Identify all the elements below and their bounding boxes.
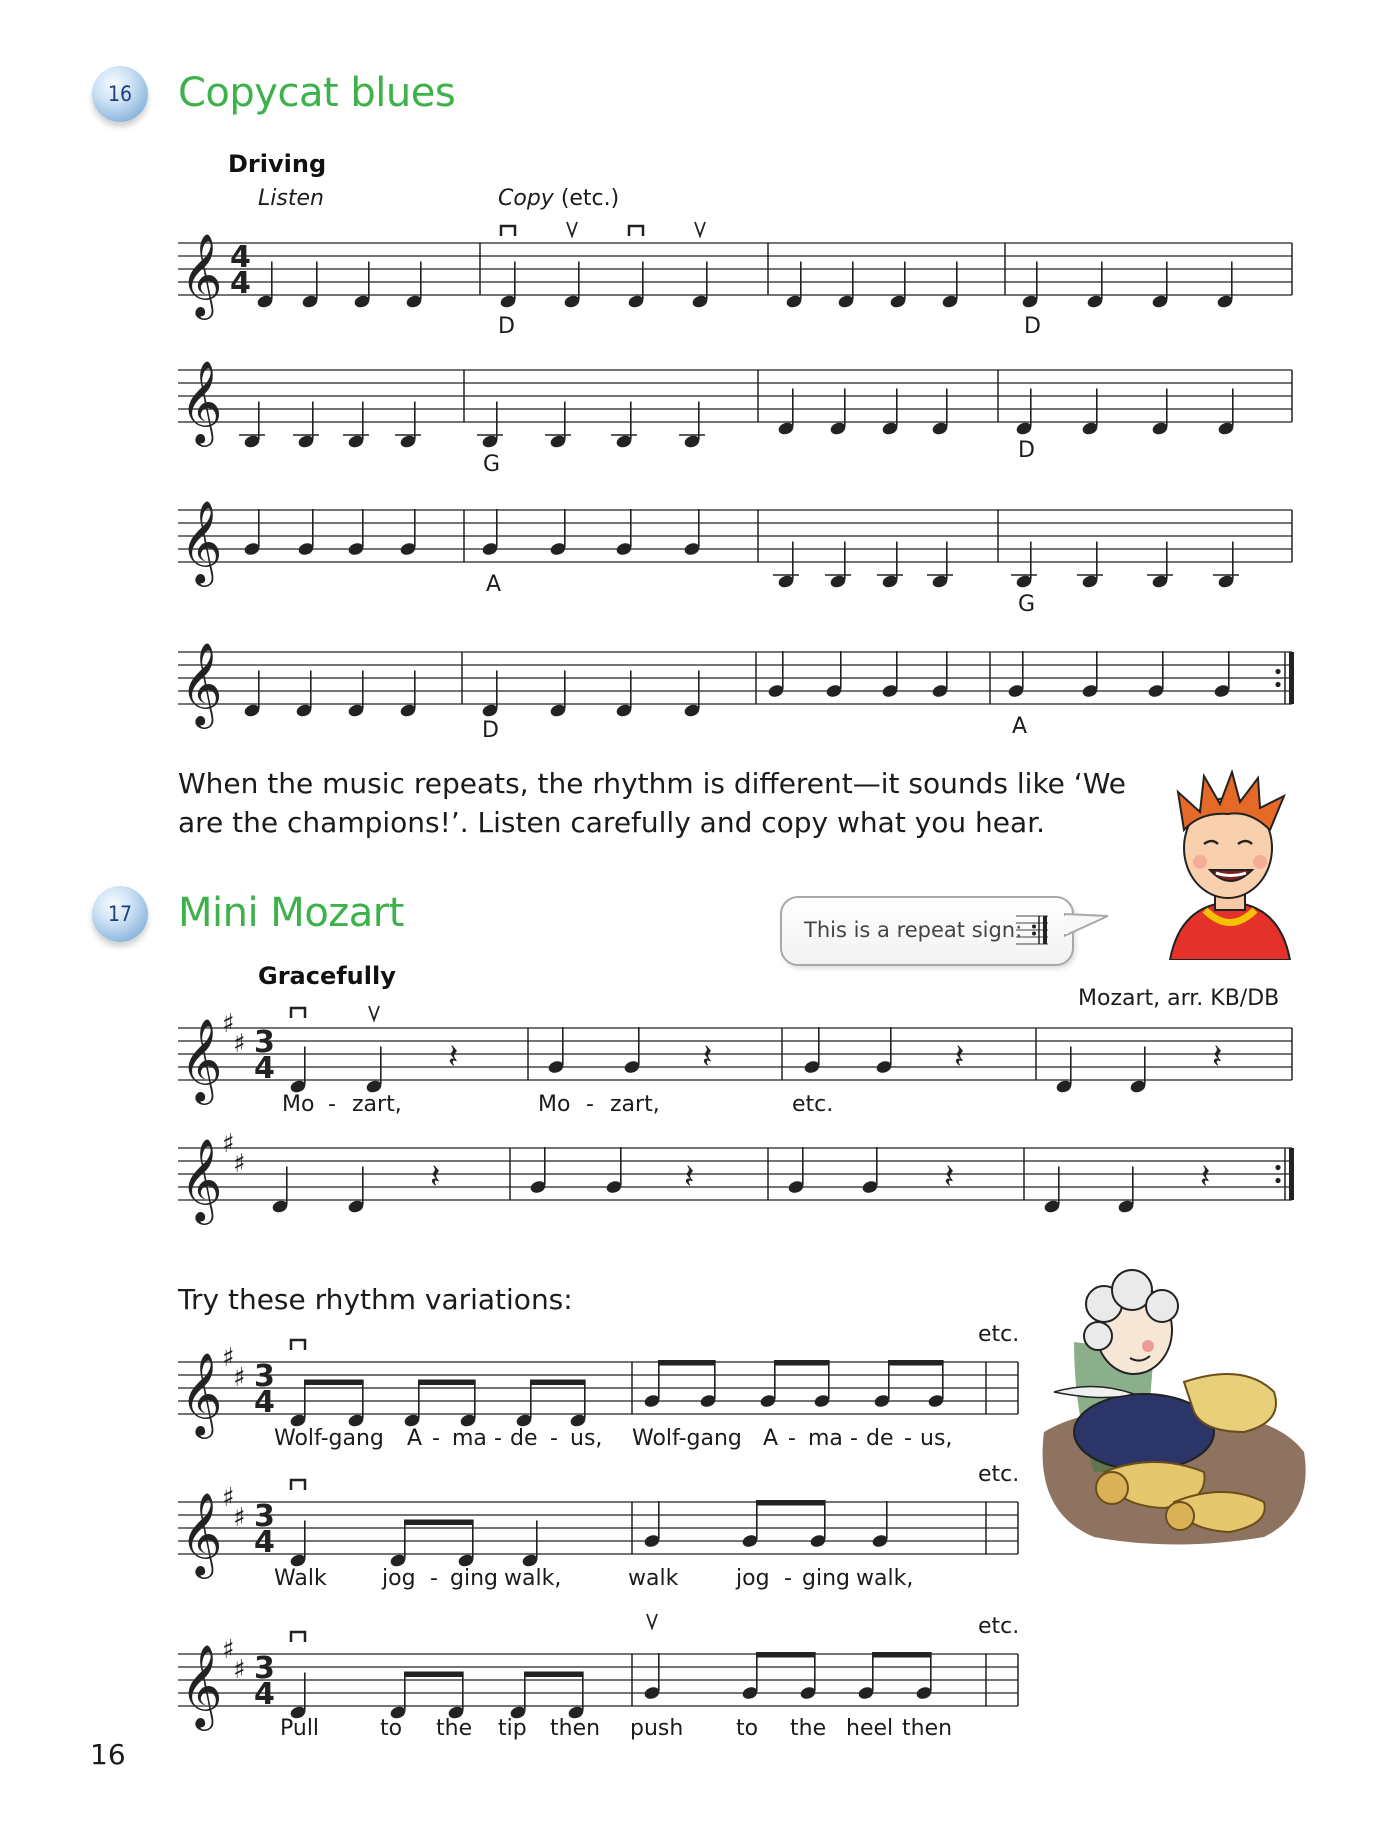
piece-title-mini-mozart: Mini Mozart [178, 890, 404, 936]
lyric-hyphen: - [784, 1566, 792, 1591]
lyric-syllable: heel [846, 1716, 894, 1741]
time-signature-top: 3 [254, 1499, 275, 1534]
tempo-marking-driving: Driving [228, 150, 327, 178]
lyric-syllable: walk, [504, 1566, 562, 1591]
down-bow-mark [291, 1340, 305, 1350]
sharp-sign: ♯ [233, 1149, 246, 1179]
lyric-syllable: then [902, 1716, 953, 1741]
sharp-sign: ♯ [233, 1655, 246, 1685]
etc-label-2: etc. [978, 1462, 1020, 1487]
repeat-sign-icon [1014, 910, 1050, 952]
direction-listen: Listen [258, 186, 324, 211]
sharp-sign: ♯ [233, 1029, 246, 1059]
lyric-hyphen: - [430, 1566, 438, 1591]
lyric-syllable: Walk [274, 1566, 327, 1591]
quarter-rest: 𝄽 [1200, 1157, 1211, 1197]
treble-clef: 𝄞 [180, 359, 223, 443]
quarter-rest: 𝄽 [1212, 1037, 1223, 1077]
beam [888, 1360, 944, 1366]
explanation-line-2: are the champions!’. Listen carefully and copy what you hear. [178, 806, 1046, 839]
lyric-syllable: walk [628, 1566, 679, 1591]
copy-etc: (etc.) [560, 186, 620, 211]
repeat-explanation-text [178, 764, 1138, 842]
track-number-badge-17 [92, 886, 148, 942]
page-number: 16 [90, 1738, 126, 1771]
sharp-sign: ♯ [222, 1129, 235, 1159]
quarter-rest: 𝄽 [954, 1037, 965, 1077]
etc-label-1: etc. [978, 1322, 1020, 1347]
lyric-hyphen: - [850, 1426, 858, 1451]
beam [418, 1380, 476, 1386]
lyric-syllable: us, [920, 1426, 953, 1451]
lyric-syllable: Mo [538, 1092, 571, 1117]
lyric-syllable: A [407, 1426, 423, 1451]
lyric-syllable: to [736, 1716, 759, 1741]
down-bow-mark [501, 226, 515, 236]
rhythm-variation-staves [178, 1340, 1018, 1731]
treble-clef: 𝄞 [180, 1351, 223, 1435]
lyric-syllable: to [380, 1716, 403, 1741]
lyric-syllable: Wolf-gang [274, 1426, 384, 1451]
treble-clef: 𝄞 [180, 499, 223, 583]
sharp-sign: ♯ [233, 1503, 246, 1533]
quarter-rest: 𝄽 [430, 1157, 441, 1197]
down-bow-mark [291, 1008, 305, 1018]
beam [404, 1520, 474, 1526]
lyric-syllable: Pull [280, 1716, 320, 1741]
beam [530, 1380, 586, 1386]
track-number-17: 17 [107, 902, 133, 926]
explanation-line-1: When the music repeats, the rhythm is different—it sounds like ‘We [178, 767, 1126, 800]
copycat-blues-staves [178, 222, 1294, 729]
beam [756, 1652, 816, 1658]
lyric-syllable: walk, [856, 1566, 914, 1591]
repeat-dot [1275, 1178, 1280, 1183]
variations-heading: Try these rhythm variations: [178, 1283, 573, 1316]
beam [304, 1380, 364, 1386]
chord-symbol: A [486, 572, 502, 597]
sharp-sign: ♯ [222, 1343, 235, 1373]
lyric-syllable: de [510, 1426, 538, 1451]
lyric-hyphen: - [586, 1092, 594, 1117]
mozart-illustration [1034, 1262, 1314, 1552]
lyric-hyphen: - [494, 1426, 502, 1451]
down-bow-mark [291, 1632, 305, 1642]
repeat-sign-speech-bubble [780, 896, 1074, 966]
bubble-tail [1064, 910, 1110, 940]
lyric-syllable: A [763, 1426, 779, 1451]
lyric-hyphen: - [550, 1426, 558, 1451]
lyric-syllable: zart, [610, 1092, 660, 1117]
chord-symbol: D [498, 314, 515, 339]
treble-clef: 𝄞 [180, 232, 223, 316]
time-signature-bottom: 4 [254, 1051, 275, 1086]
time-signature-top: 3 [254, 1359, 275, 1394]
chord-symbol: D [1018, 438, 1035, 463]
lyric-syllable: ging [802, 1566, 850, 1591]
lyric-syllable: zart, [352, 1092, 402, 1117]
etc-label-3: etc. [978, 1614, 1020, 1639]
beam [658, 1360, 716, 1366]
lyric-hyphen: - [904, 1426, 912, 1451]
quarter-rest: 𝄽 [702, 1037, 713, 1077]
lyric-syllable: then [550, 1716, 601, 1741]
beam [774, 1360, 830, 1366]
sharp-sign: ♯ [222, 1483, 235, 1513]
lyric-syllable: de [866, 1426, 894, 1451]
sharp-sign: ♯ [222, 1009, 235, 1039]
lyric-syllable: jog [736, 1566, 770, 1591]
composer-credit: Mozart, arr. KB/DB [1078, 986, 1280, 1011]
beam [872, 1652, 932, 1658]
time-signature-bottom: 4 [254, 1677, 275, 1712]
chord-symbol: D [482, 718, 499, 743]
piece-title-copycat-blues: Copycat blues [178, 70, 456, 116]
quarter-rest: 𝄽 [684, 1157, 695, 1197]
lyric-syllable: Wolf-gang [632, 1426, 742, 1451]
lyric-etc: etc. [792, 1092, 834, 1117]
quarter-rest: 𝄽 [448, 1037, 459, 1077]
chord-symbol: D [1024, 314, 1041, 339]
up-bow-mark [695, 222, 705, 236]
treble-clef: 𝄞 [180, 1643, 223, 1727]
repeat-dot [1275, 1165, 1280, 1170]
beam [404, 1672, 464, 1678]
lyric-syllable: the [790, 1716, 827, 1741]
lyric-syllable: Mo [282, 1092, 315, 1117]
beam [756, 1500, 826, 1506]
copy-word: Copy [498, 186, 554, 211]
repeat-dot [1275, 669, 1280, 674]
sharp-sign: ♯ [222, 1635, 235, 1665]
lyric-syllable: push [630, 1716, 684, 1741]
lyric-hyphen: - [328, 1092, 336, 1117]
mini-mozart-staves [178, 1006, 1294, 1225]
chord-symbol: A [1012, 714, 1028, 739]
lyric-syllable: ma [452, 1426, 487, 1451]
time-signature-top: 3 [254, 1025, 275, 1060]
time-signature-top: 3 [254, 1651, 275, 1686]
lyric-syllable: ging [450, 1566, 498, 1591]
up-bow-mark [647, 1614, 657, 1628]
down-bow-mark [291, 1480, 305, 1490]
treble-clef: 𝄞 [180, 1017, 223, 1101]
lyric-hyphen: - [788, 1426, 796, 1451]
lyric-syllable: jog [382, 1566, 416, 1591]
lyric-syllable: ma [808, 1426, 843, 1451]
chord-symbol: G [483, 452, 501, 477]
lyric-syllable: us, [570, 1426, 603, 1451]
chord-symbol: G [1018, 592, 1036, 617]
repeat-thick-bar [1289, 1148, 1294, 1200]
lyric-hyphen: - [432, 1426, 440, 1451]
track-number-16: 16 [107, 82, 133, 106]
sharp-sign: ♯ [233, 1363, 246, 1393]
lyric-syllable: the [436, 1716, 473, 1741]
bubble-text: This is a repeat sign: [804, 918, 1023, 942]
treble-clef: 𝄞 [180, 641, 223, 725]
time-signature-bottom: 4 [254, 1385, 275, 1420]
repeat-dot [1275, 682, 1280, 687]
down-bow-mark [629, 226, 643, 236]
treble-clef: 𝄞 [180, 1137, 223, 1221]
quarter-rest: 𝄽 [944, 1157, 955, 1197]
boy-illustration [1160, 770, 1300, 960]
time-signature-bottom: 4 [230, 266, 251, 301]
time-signature-top: 4 [230, 240, 251, 275]
beam [524, 1672, 584, 1678]
up-bow-mark [567, 222, 577, 236]
tempo-marking-gracefully: Gracefully [258, 962, 396, 990]
treble-clef: 𝄞 [180, 1491, 223, 1575]
repeat-thick-bar [1289, 652, 1294, 704]
up-bow-mark [369, 1006, 379, 1020]
lyric-syllable: tip [498, 1716, 527, 1741]
time-signature-bottom: 4 [254, 1525, 275, 1560]
